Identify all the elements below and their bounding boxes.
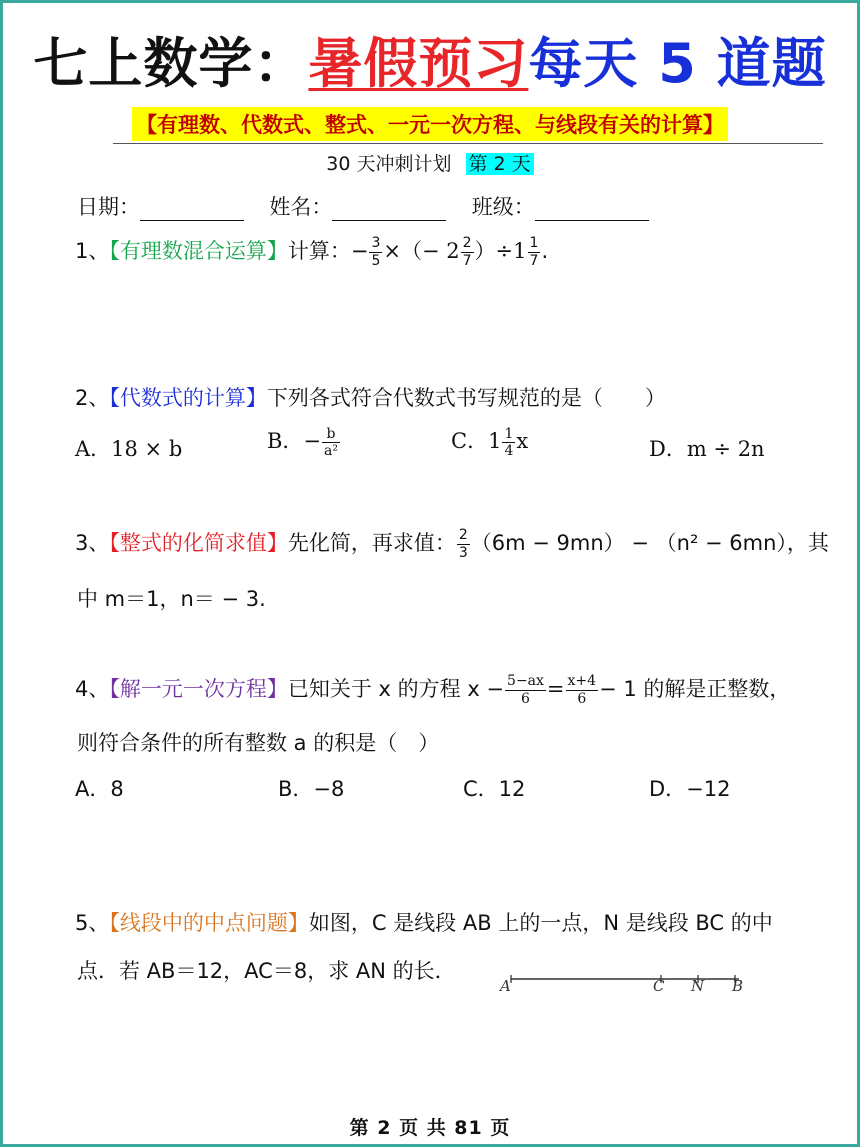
divider <box>113 143 823 144</box>
q1-fraction-1: $\frac{3}{5}$ <box>371 235 381 269</box>
q4-option-b[interactable]: B．−8 <box>278 777 345 801</box>
q4-option-a[interactable]: A．8 <box>75 777 124 801</box>
day-badge: 第 2 天 <box>466 153 534 175</box>
q2-option-c[interactable]: C．1 $\frac{1}{4}$ x <box>451 425 529 459</box>
plan-text: 30 天冲刺计划 <box>326 153 452 175</box>
q2-option-b[interactable]: B．− $\frac{b}{\text{a²}}$ <box>267 425 338 459</box>
name-label: 姓名： <box>269 195 333 219</box>
point-a-label: A <box>500 977 511 995</box>
q1-fraction-3: $\frac{1}{7}$ <box>529 235 539 269</box>
question-1 <box>75 235 548 269</box>
point-b-label: B <box>732 977 744 995</box>
question-2 <box>75 382 666 412</box>
q2-number: 2、 <box>75 386 110 410</box>
q3-tag: 【整式的化简求值】 <box>109 531 288 555</box>
q2-text: 下列各式符合代数式书写规范的是（ ） <box>266 386 666 410</box>
title-part3: 每天 5 道题 <box>528 32 827 95</box>
question-4 <box>75 673 790 707</box>
question-5 <box>75 907 773 937</box>
q5-text: 如图，C 是线段 AB 上的一点，N 是线段 BC 的中 <box>308 911 773 935</box>
q5-line-2: 点．若 AB＝12，AC＝8，求 AN 的长． <box>77 959 456 983</box>
q5-tag: 【线段中的中点问题】 <box>109 911 309 935</box>
q1-mid: ×（− 2 <box>383 239 460 263</box>
q3-text: 先化简，再求值： <box>287 531 456 555</box>
date-label: 日期： <box>77 195 140 219</box>
q1-end: . <box>541 239 549 263</box>
page-footer: 第 2 页 共 81 页 <box>349 1117 511 1139</box>
q4-text: 已知关于 x 的方程 x − <box>287 677 505 701</box>
q4-number: 4、 <box>75 677 110 701</box>
q1-fraction-2: $\frac{2}{7}$ <box>462 235 472 269</box>
q4-line-2: 则符合条件的所有整数 a 的积是（ ） <box>77 731 440 755</box>
topics-banner: 【有理数、代数式、整式、一元一次方程、与线段有关的计算】 <box>132 107 728 141</box>
q4-equals: = <box>546 677 565 701</box>
q1-tag: 【有理数混合运算】 <box>109 239 288 263</box>
q4-end: − 1 的解是正整数， <box>599 677 791 701</box>
q3-expr: （6m − 9mn） − （n² − 6mn），其 <box>470 531 829 555</box>
title-part2: 暑假预习 <box>308 31 529 95</box>
q4-fraction-2: $\frac{x+4}{6}$ <box>567 673 597 707</box>
q4-option-c[interactable]: C．12 <box>463 777 526 801</box>
q1-number: 1、 <box>75 239 110 263</box>
question-3 <box>75 527 829 561</box>
page-title <box>3 21 857 98</box>
q4-tag: 【解一元一次方程】 <box>109 677 288 701</box>
q1-mid2: ）÷1 <box>474 239 527 263</box>
q4-option-d[interactable]: D．−12 <box>649 777 731 801</box>
plan-line <box>3 149 857 176</box>
name-field[interactable] <box>332 198 446 221</box>
q3-number: 3、 <box>75 531 110 555</box>
point-n-label: N <box>691 977 705 995</box>
class-field[interactable] <box>535 198 649 221</box>
point-c-label: C <box>653 977 665 995</box>
q3-fraction: $\frac{2}{3}$ <box>458 527 468 561</box>
q5-number: 5、 <box>75 911 110 935</box>
segment-diagram <box>499 967 749 997</box>
q3-line-2: 中 m＝1，n＝ − 3. <box>77 587 266 611</box>
q1-text: 计算：− <box>287 239 369 263</box>
title-part1: 七上数学： <box>33 32 309 95</box>
date-field[interactable] <box>140 198 244 221</box>
student-info <box>77 191 649 221</box>
q2-option-a[interactable]: A．18 × b <box>75 437 183 461</box>
q2-option-d[interactable]: D．m ÷ 2n <box>649 437 765 461</box>
class-label: 班级： <box>471 195 535 219</box>
q4-fraction-1: $\frac{5-ax}{6}$ <box>507 673 544 707</box>
q2-tag: 【代数式的计算】 <box>109 386 267 410</box>
